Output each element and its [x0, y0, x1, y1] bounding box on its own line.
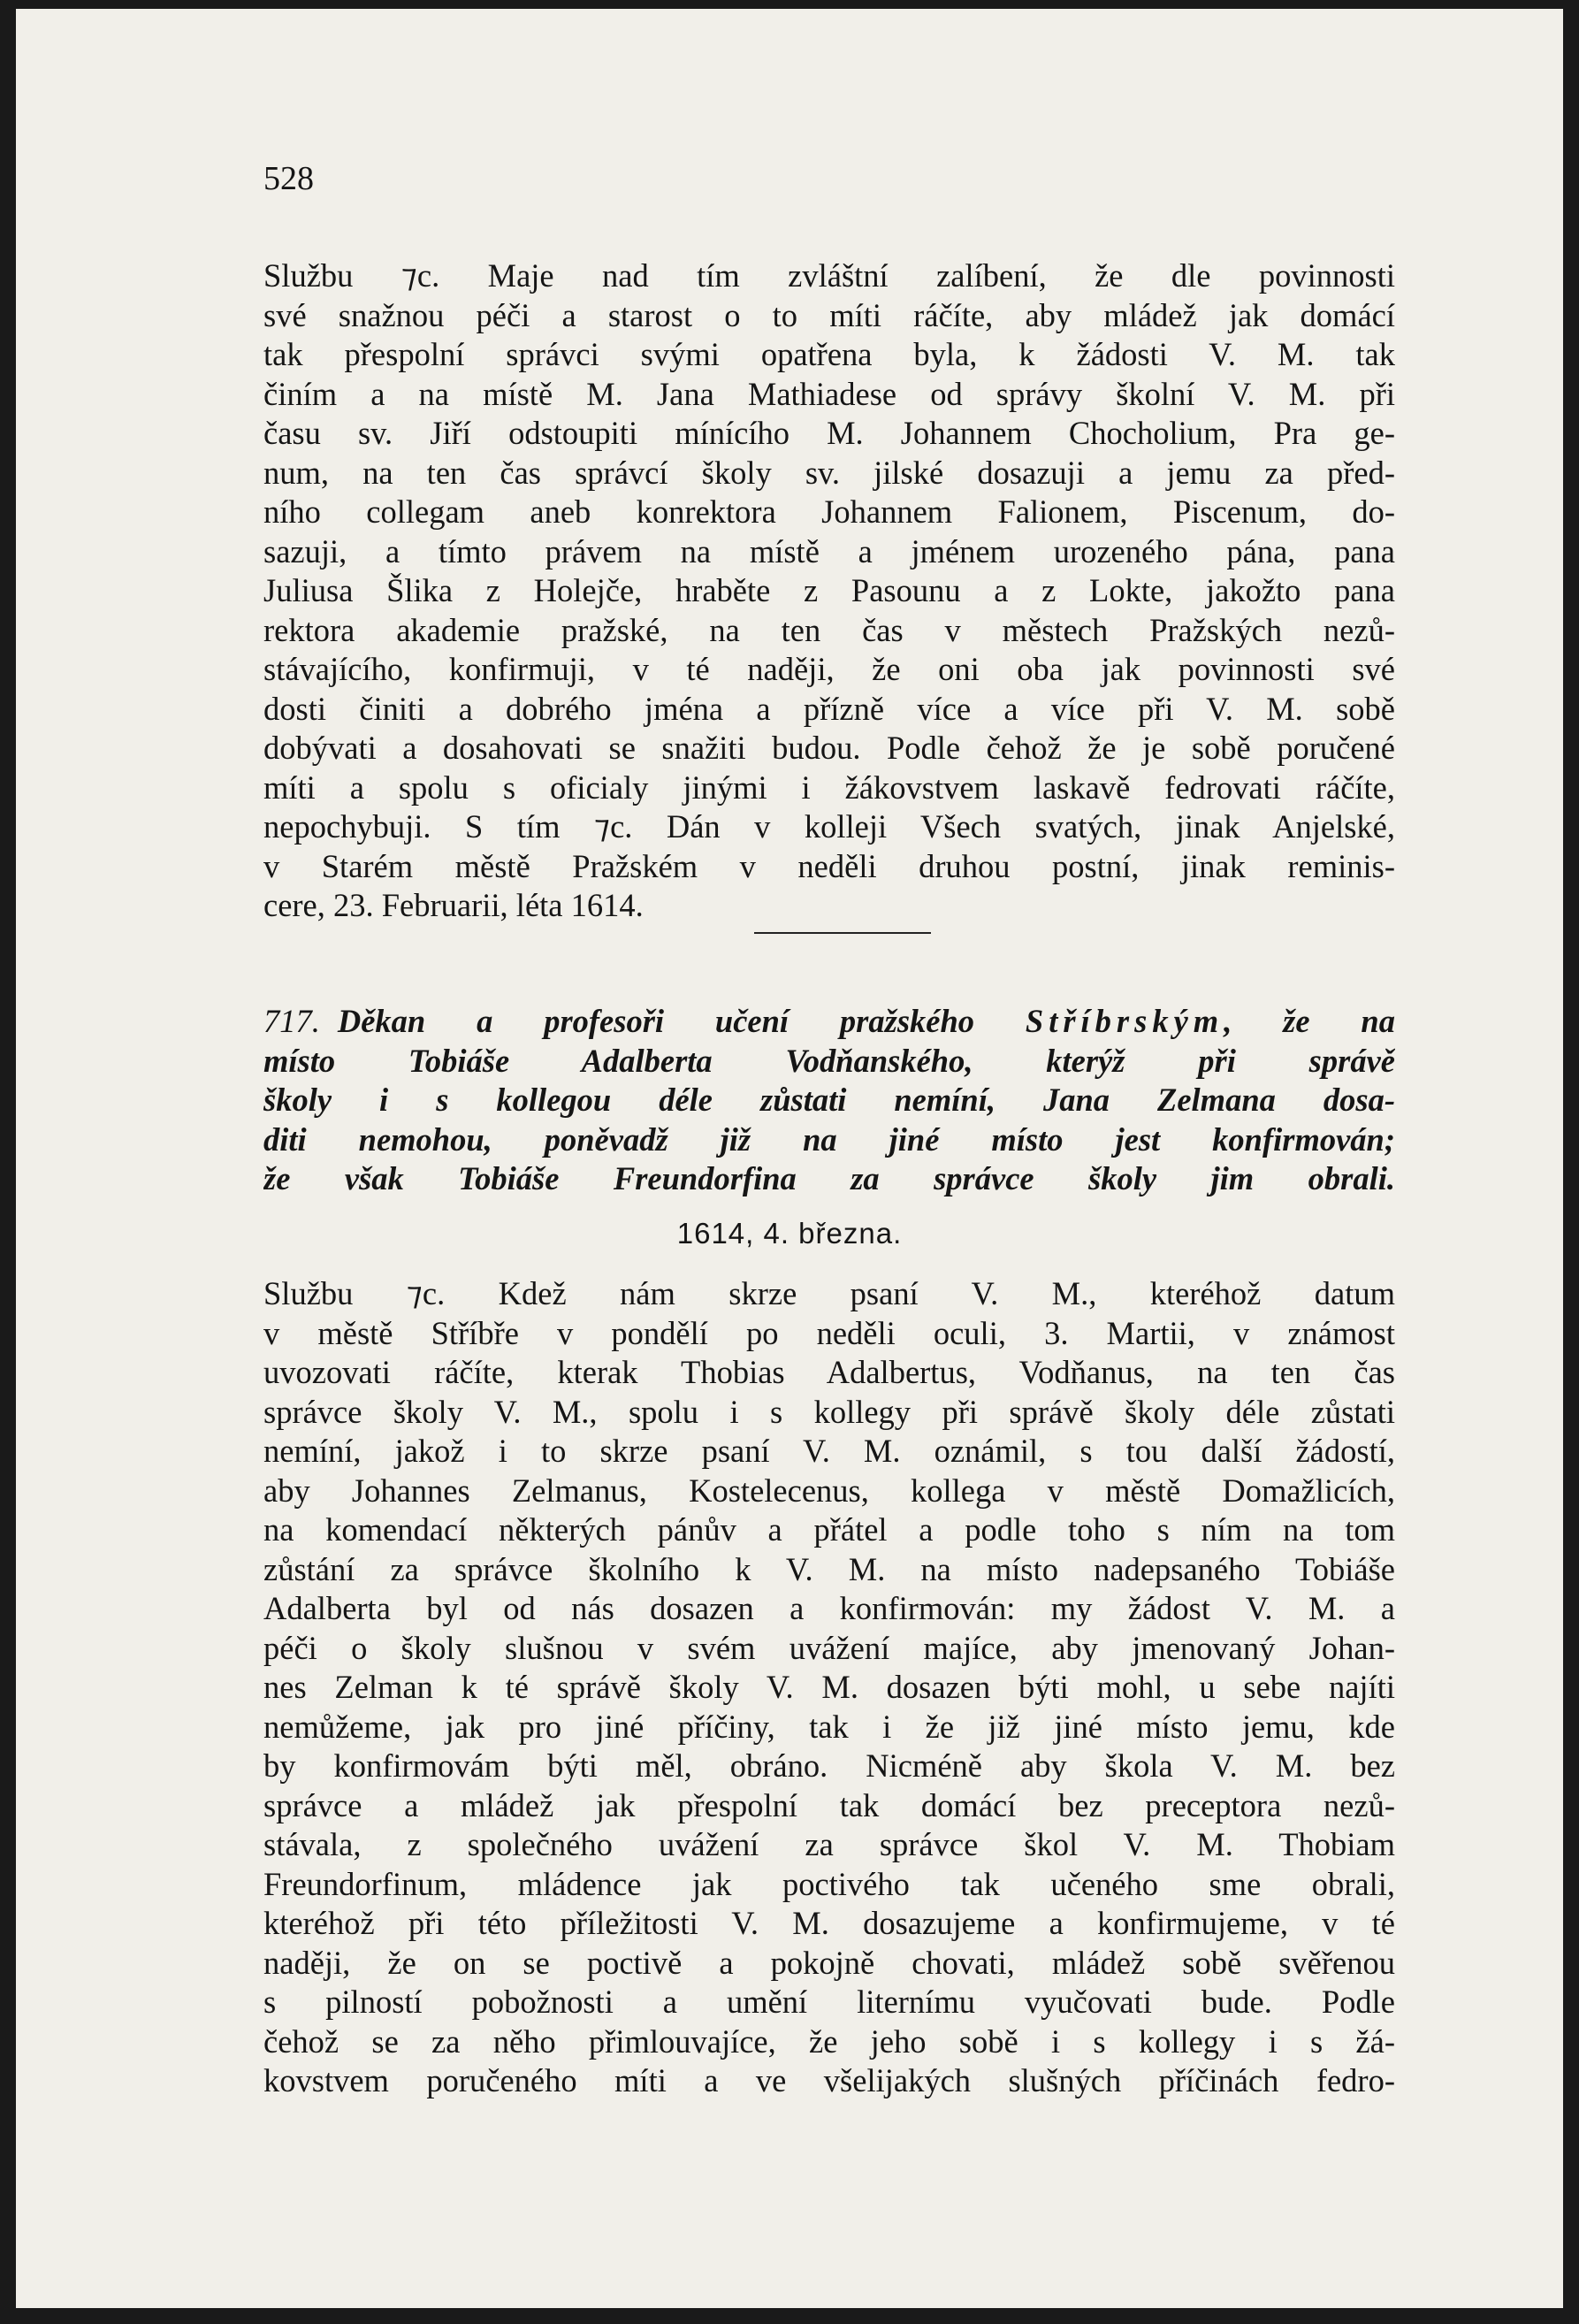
entry-number: 717. — [263, 1003, 320, 1039]
text-line: v Starém městě Pražském v neděli druhou postní, jinak reminis- — [263, 847, 1395, 884]
text-line: Adalberta byl od nás dosazen a konfirmován: my žádost V. M. a — [263, 1590, 1395, 1626]
text-line: by konfirmovám býti měl, obráno. Nicméně aby škola V. M. bez — [263, 1747, 1395, 1784]
heading-text: Děkan a profesoři učení pražského — [337, 1003, 1026, 1039]
heading-line: školy i s kollegou déle zůstati nemíní, Jana Zelmana dosa- — [263, 1082, 1395, 1118]
section-divider — [754, 932, 931, 934]
heading-line — [263, 1002, 1395, 1042]
text-line: své snažnou péči a starost o to míti ráčíte, aby mládež jak domácí — [263, 296, 1395, 333]
text-line: stávala, z společného uvážení za správce škol V. M. Thobiam — [263, 1826, 1395, 1862]
text-line: uvozovati ráčíte, kterak Thobias Adalbertus, Vodňanus, na ten čas — [263, 1354, 1395, 1390]
text-line: nemíní, jakož i to skrze psaní V. M. oznámil, s tou další žádostí, — [263, 1433, 1395, 1469]
text-line: činím a na místě M. Jana Mathiadese od správy školní V. M. při — [263, 375, 1395, 412]
text-line: péči o školy slušnou v svém uvážení majíce, aby jmenovaný Johan- — [263, 1629, 1395, 1666]
text-line: Freundorfinum, mládence jak poctivého tak učeného sme obrali, — [263, 1865, 1395, 1902]
book-page — [16, 9, 1563, 2308]
text-line: nemůžeme, jak pro jiné příčiny, tak i že již jiné místo jemu, kde — [263, 1708, 1395, 1745]
text-line: nepochybuji. S tím ⁊c. Dán v kolleji Všech svatých, jinak Anjelské, — [263, 808, 1395, 845]
heading-line: že však Tobiáše Freundorfina za správce školy jim obrali. — [263, 1160, 1395, 1196]
entry-body — [263, 1274, 1395, 2101]
text-line: aby Johannes Zelmanus, Kostelecenus, kollega v městě Domažlicích, — [263, 1472, 1395, 1509]
text-line: na komendací některých pánův a přátel a podle toho s ním na tom — [263, 1511, 1395, 1548]
page-number: 528 — [263, 160, 314, 197]
text-line: rektora akademie pražské, na ten čas v městech Pražských nezů- — [263, 611, 1395, 648]
entry-date: 1614, 4. března. — [676, 1217, 903, 1250]
text-line: nes Zelman k té správě školy V. M. dosazen býti mohl, u sebe najíti — [263, 1669, 1395, 1705]
text-line: míti a spolu s oficialy jinými i žákovstvem laskavě fedrovati ráčíte, — [263, 768, 1395, 806]
text-line: dobývati a dosahovati se snažiti budou. Podle čehož že je sobě poručené — [263, 730, 1395, 766]
text-line: správce a mládež jak přespolní tak domácí bez preceptora nezů- — [263, 1786, 1395, 1823]
text-line: času sv. Jiří odstoupiti mínícího M. Johannem Chocholium, Pra ge- — [263, 415, 1395, 451]
text-line: Juliusa Šlika z Holejče, hraběte z Pasounu a z Lokte, jakožto pana — [263, 572, 1395, 608]
text-line: Službu ⁊c. Kdež nám skrze psaní V. M., kteréhož datum — [263, 1275, 1395, 1311]
heading-line: diti nemohou, poněvadž již na jiné místo jest konfirmován; — [263, 1120, 1395, 1158]
text-line: zůstání za správce školního k V. M. na místo nadepsaného Tobiáše — [263, 1550, 1395, 1587]
text-line: cere, 23. Februarii, léta 1614. — [263, 887, 644, 923]
text-line: kovstvem poručeného míti a ve všelijakých slušných příčinách fedro- — [263, 2062, 1395, 2098]
letter-body — [263, 256, 1395, 926]
text-line: tak přespolní správci svými opatřena byla, k žádosti V. M. tak — [263, 336, 1395, 372]
text-line: sazuji, a tímto právem na místě a jménem urozeného pána, pana — [263, 532, 1395, 570]
heading-line: místo Tobiáše Adalberta Vodňanského, kterýž při správě — [263, 1042, 1395, 1079]
entry-heading — [263, 1002, 1395, 1199]
text-line: čehož se za něho přimlouvajíce, že jeho sobě i s kollegy i s žá- — [263, 2022, 1395, 2060]
text-line: kteréhož při této příležitosti V. M. dosazujeme a konfirmujeme, v té — [263, 1905, 1395, 1941]
text-line: dosti činiti a dobrého jména a přízně více a více při V. M. sobě — [263, 690, 1395, 727]
heading-text: , že na — [1224, 1003, 1395, 1039]
text-line: naději, že on se poctivě a pokojně chovati, mládež sobě svěřenou — [263, 1944, 1395, 1981]
text-line: s pilností pobožnosti a umění liternímu vyučovati bude. Podle — [263, 1984, 1395, 2020]
text-line: správce školy V. M., spolu i s kollegy při správě školy déle zůstati — [263, 1393, 1395, 1430]
text-line: ního collegam aneb konrektora Johannem Falionem, Piscenum, do- — [263, 493, 1395, 530]
text-line: num, na ten čas správcí školy sv. jilské dosazuji a jemu za před- — [263, 454, 1395, 491]
text-line: stávajícího, konfirmuji, v té naději, že oni oba jak povinnosti své — [263, 651, 1395, 687]
text-line: Službu ⁊c. Maje nad tím zvláštní zalíbení, že dle povinnosti — [263, 257, 1395, 294]
text-line: v městě Stříbře v pondělí po neděli oculi, 3. Martii, v známost — [263, 1314, 1395, 1351]
heading-spaced-name: Stříbrským — [1025, 1003, 1224, 1039]
